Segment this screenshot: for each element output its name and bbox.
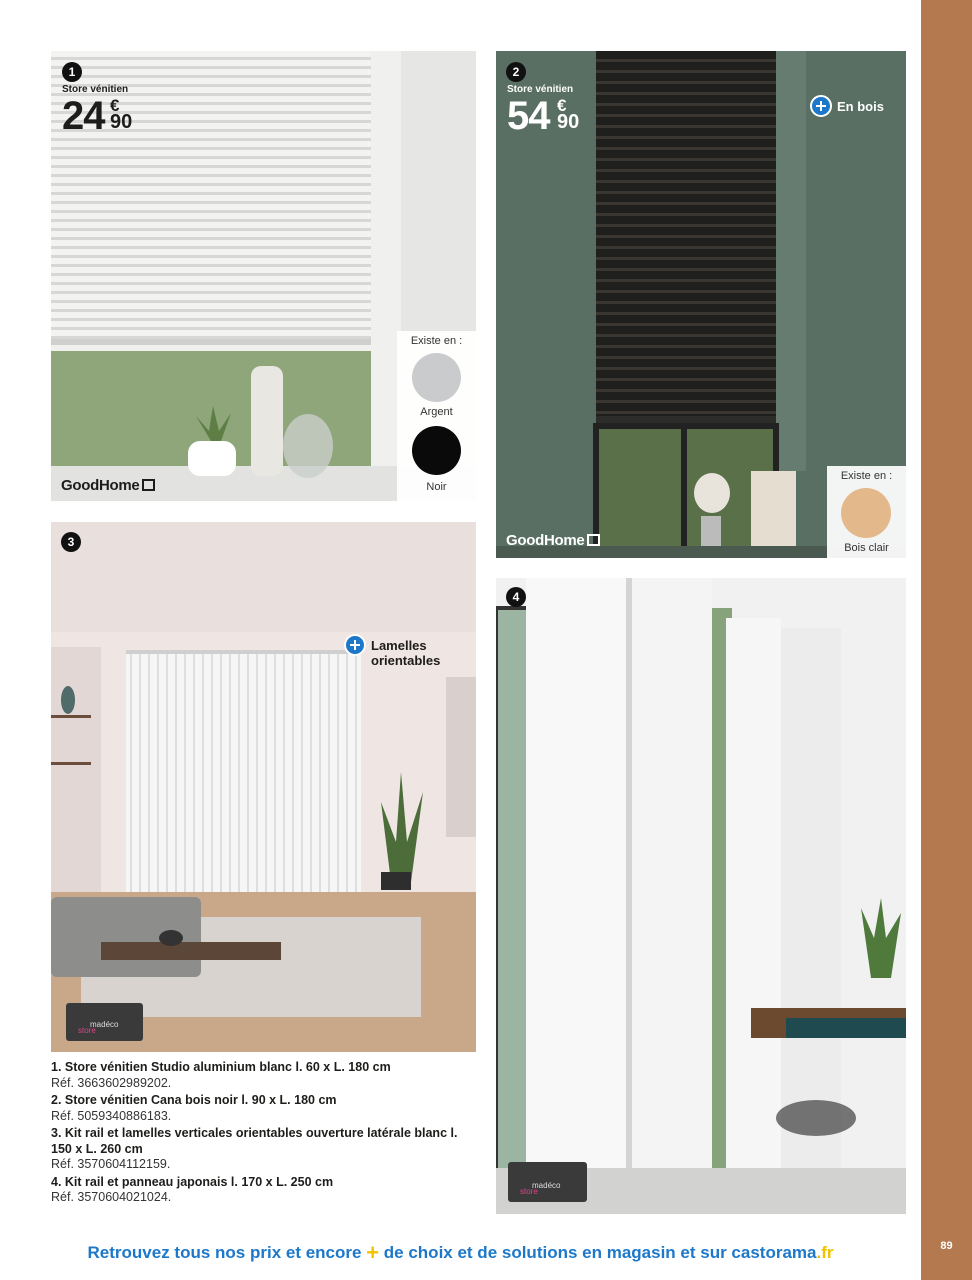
feature-text-2: En bois <box>837 99 884 114</box>
variant-label-noir: Noir <box>426 481 447 493</box>
feature-text-3-line2: orientables <box>371 653 441 668</box>
side-band <box>921 0 972 1280</box>
home-icon <box>587 534 600 546</box>
variants-box-2 <box>827 466 906 558</box>
plus-icon <box>810 95 832 117</box>
price-currency-2: € <box>557 96 567 115</box>
swatch-argent[interactable] <box>412 353 461 402</box>
product-badge-4: 4 <box>506 587 526 607</box>
price-label-2: Store vénitien <box>507 84 574 95</box>
price-main-2: 54 <box>507 94 550 138</box>
footer-text-after[interactable]: de choix et de solutions en magasin et sur castorama <box>379 1243 817 1262</box>
price-cents-2: 90 <box>557 111 580 133</box>
exists-label-1: Existe en : <box>410 335 463 347</box>
caption-title-4: 4. Kit rail et panneau japonais l. 170 x L. 250 cm <box>51 1174 334 1189</box>
price-main-1: 24 <box>62 94 105 138</box>
caption-title-1: 1. Store vénitien Studio aluminium blanc l. 60 x L. 180 cm <box>51 1060 391 1074</box>
product-photo-4 <box>496 578 906 1214</box>
variants-box-1 <box>397 331 476 501</box>
plus-icon <box>344 634 366 656</box>
exists-label-2: Existe en : <box>840 470 893 482</box>
product-badge-1: 1 <box>62 62 82 82</box>
swatch-bois-clair[interactable] <box>841 488 891 538</box>
product-badge-3: 3 <box>61 532 81 552</box>
footer-plus-icon: + <box>366 1240 380 1265</box>
price-cents-1: 90 <box>110 111 133 133</box>
brand-logo-2: GoodHome <box>506 532 600 549</box>
home-icon <box>142 479 155 491</box>
brand-logo-3: madéco store <box>66 1003 143 1041</box>
footer-banner <box>0 1240 921 1266</box>
feature-text-3-line1: Lamelles <box>371 638 427 653</box>
caption-title-3: 3. Kit rail et lamelles verticales orientables ouverture latérale blanc l. 150 x L. 260 cm <box>51 1126 458 1156</box>
product-badge-2: 2 <box>506 62 526 82</box>
variant-label-argent: Argent <box>420 406 453 418</box>
caption-title-2: 2. Store vénitien Cana bois noir l. 90 x L. 180 cm <box>51 1093 337 1107</box>
product-photo-3 <box>51 522 476 1052</box>
swatch-noir[interactable] <box>412 426 461 475</box>
caption-ref-1: Réf. 3663602989202. <box>51 1075 172 1090</box>
product-captions <box>51 1060 461 1208</box>
footer-tld[interactable]: .fr <box>816 1243 834 1262</box>
brand-logo-4: madéco store <box>508 1162 587 1202</box>
variant-label-bois-clair: Bois clair <box>844 542 889 554</box>
caption-ref-2: Réf. 5059340886183. <box>51 1108 172 1123</box>
caption-ref-4: Réf. 3570604021024. <box>51 1190 172 1204</box>
price-label-1: Store vénitien <box>62 84 129 95</box>
brand-logo-1: GoodHome <box>61 477 155 494</box>
price-currency-1: € <box>110 96 120 115</box>
caption-ref-3: Réf. 3570604112159. <box>51 1157 171 1171</box>
footer-text-before: Retrouvez tous nos prix et encore <box>87 1243 367 1262</box>
page-number: 89 <box>940 1240 953 1252</box>
